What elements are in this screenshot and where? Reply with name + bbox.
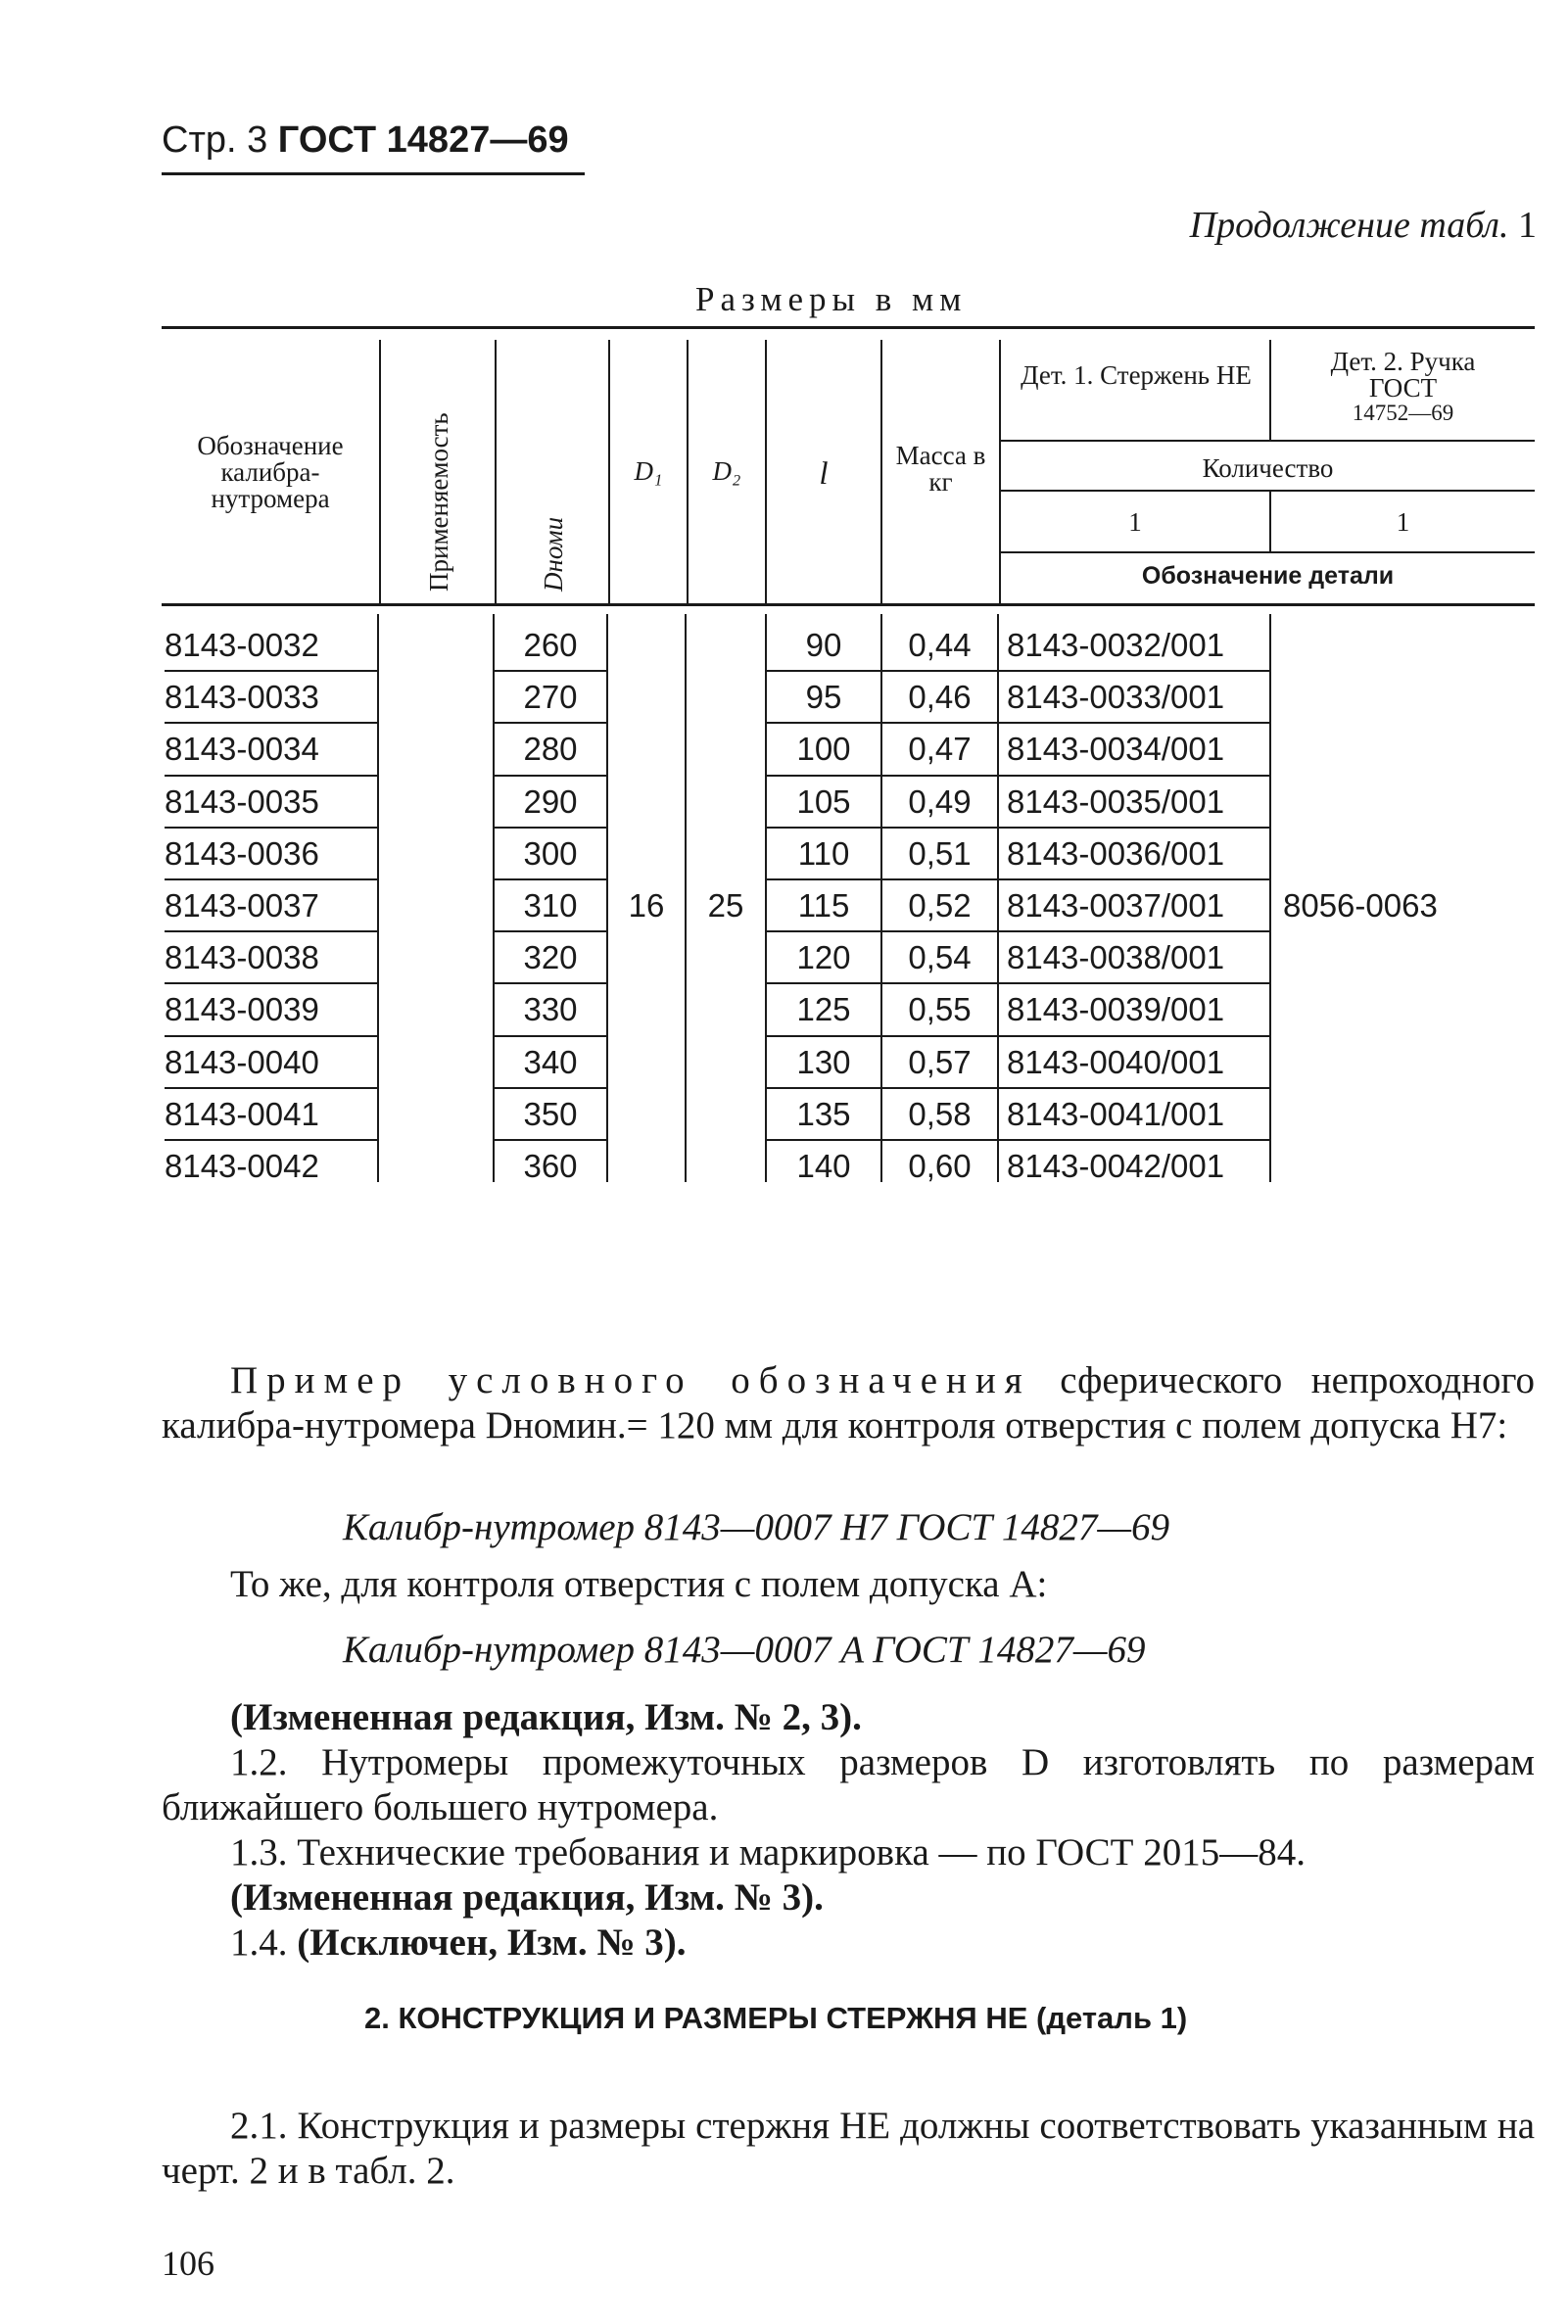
hdr-designation: Обозначение калибра-нутромера <box>197 431 344 513</box>
merged-d2: 25 <box>707 887 744 924</box>
row-separator <box>165 1035 377 1037</box>
cell-l: 125 <box>796 991 851 1028</box>
cell-designation: 8143-0034 <box>165 731 319 768</box>
table-top-rule <box>162 326 1535 329</box>
hdr-det1: Дет. 1. Стержень НЕ <box>1021 360 1252 390</box>
cell-d-nom: 360 <box>523 1148 578 1184</box>
page-prefix: Стр. 3 <box>162 119 268 161</box>
row-separator <box>165 982 377 984</box>
cell-d-nom: 320 <box>523 939 578 976</box>
row-separator <box>882 722 997 724</box>
hdr-d2: D₂ <box>712 456 741 486</box>
cell-det1: 8143-0032/001 <box>1007 627 1225 663</box>
row-separator <box>767 827 880 829</box>
row-separator <box>999 722 1269 724</box>
row-separator <box>999 878 1269 880</box>
row-separator <box>767 878 880 880</box>
hdr-part-designation: Обозначение детали <box>1141 562 1395 590</box>
cell-l: 140 <box>796 1148 851 1184</box>
row-separator <box>882 930 997 932</box>
hdr-det2-c: 14752—69 <box>1352 401 1454 425</box>
cell-mass: 0,44 <box>908 627 972 663</box>
hdr-det2-a: Дет. 2. Ручка <box>1330 347 1476 376</box>
cell-det1: 8143-0042/001 <box>1007 1148 1225 1184</box>
cell-mass: 0,57 <box>908 1043 972 1080</box>
cell-l: 115 <box>797 887 850 924</box>
hdr-det2-b: ГОСТ <box>1368 373 1438 403</box>
bv-7 <box>997 614 999 1182</box>
cell-designation: 8143-0037 <box>165 887 319 924</box>
cell-designation: 8143-0035 <box>165 783 319 820</box>
cell-d-nom: 330 <box>523 991 578 1028</box>
cell-l: 130 <box>796 1043 851 1080</box>
row-separator <box>999 1035 1269 1037</box>
cell-det1: 8143-0040/001 <box>1007 1043 1225 1080</box>
row-separator <box>165 722 377 724</box>
hv-8a <box>1269 340 1271 441</box>
p14-number: 1.4. <box>230 1921 288 1964</box>
cell-mass: 0,47 <box>908 731 972 768</box>
cell-d-nom: 290 <box>523 783 578 820</box>
row-separator <box>767 670 880 672</box>
cell-mass: 0,51 <box>908 834 972 872</box>
row-separator <box>999 827 1269 829</box>
example-lead: Пример условного обозначения <box>230 1359 1031 1401</box>
p14-text: (Исключен, Изм. № 3). <box>297 1921 687 1964</box>
row-separator <box>767 1087 880 1089</box>
merged-det2: 8056-0063 <box>1283 887 1438 924</box>
cell-mass: 0,52 <box>908 887 972 924</box>
cell-mass: 0,54 <box>908 939 972 976</box>
cell-l: 105 <box>796 783 851 820</box>
row-separator <box>165 670 377 672</box>
cell-l: 95 <box>805 679 842 716</box>
header-line-det <box>999 440 1535 442</box>
row-separator <box>999 670 1269 672</box>
header-line-num <box>999 551 1535 553</box>
example-designation-2: Калибр-нутромер 8143—0007 A ГОСТ 14827—69 <box>343 1629 1146 1671</box>
units-label: Размеры в мм <box>695 280 968 318</box>
row-separator <box>165 930 377 932</box>
cell-designation: 8143-0039 <box>165 991 319 1028</box>
header-line-qty <box>999 490 1535 492</box>
paragraph-2-1: 2.1. Конструкция и размеры стержня НЕ должны соответствовать указанным на черт. 2 и в табл. 2. <box>162 2105 1535 2192</box>
cell-mass: 0,49 <box>908 783 972 820</box>
hdr-qty1: 1 <box>1128 507 1142 537</box>
bv-1 <box>377 614 379 1182</box>
row-separator <box>882 1139 997 1141</box>
page-number: 106 <box>162 2244 214 2283</box>
row-separator <box>999 1087 1269 1089</box>
cell-d-nom: 310 <box>523 887 578 924</box>
row-separator <box>495 878 606 880</box>
row-separator <box>999 930 1269 932</box>
cell-d-nom: 260 <box>523 627 578 663</box>
paragraph-1-3: 1.3. Технические требования и маркировка — по ГОСТ 2015—84. <box>230 1831 1306 1873</box>
row-separator <box>882 670 997 672</box>
same-text: То же, для контроля отверстия с полем допуска A: <box>230 1563 1048 1605</box>
cell-mass: 0,58 <box>908 1095 972 1132</box>
cell-designation: 8143-0032 <box>165 627 319 663</box>
paragraph-1-4 <box>162 1921 1535 1966</box>
row-separator <box>767 1139 880 1141</box>
example-paragraph <box>162 1358 1535 1448</box>
hdr-qty2: 1 <box>1396 507 1410 537</box>
example-rest: сферического непроходного калибра-нутромера Dномин.= 120 мм для контроля отверстия с полем допуска H7: <box>162 1359 1535 1447</box>
row-separator <box>495 982 606 984</box>
row-separator <box>495 1035 606 1037</box>
cell-det1: 8143-0037/001 <box>1007 887 1225 924</box>
revision-note-2: (Измененная редакция, Изм. № 3). <box>230 1876 824 1919</box>
cell-mass: 0,60 <box>908 1148 972 1184</box>
row-separator <box>767 930 880 932</box>
paragraph-1-2: 1.2. Нутромеры промежуточных размеров D изготовлять по размерам ближайшего большего нутромера. <box>162 1741 1535 1828</box>
hdr-mass: Масса в кг <box>895 441 986 497</box>
row-separator <box>999 775 1269 777</box>
row-separator <box>882 982 997 984</box>
cell-l: 110 <box>797 834 850 872</box>
row-separator <box>767 722 880 724</box>
row-separator <box>165 775 377 777</box>
row-separator <box>999 1139 1269 1141</box>
row-separator <box>767 982 880 984</box>
cell-d-nom: 300 <box>523 834 578 872</box>
cell-d-nom: 350 <box>523 1095 578 1132</box>
cell-designation: 8143-0038 <box>165 939 319 976</box>
row-separator <box>165 1139 377 1141</box>
hv-2 <box>495 340 497 603</box>
row-separator <box>999 982 1269 984</box>
row-separator <box>495 1139 606 1141</box>
continuation-label: Продолжение табл. <box>1189 205 1509 246</box>
cell-det1: 8143-0041/001 <box>1007 1095 1225 1132</box>
cell-det1: 8143-0033/001 <box>1007 679 1225 716</box>
gost-number: ГОСТ 14827—69 <box>277 119 569 161</box>
cell-det1: 8143-0038/001 <box>1007 939 1225 976</box>
cell-designation: 8143-0040 <box>165 1043 319 1080</box>
hdr-quantity: Количество <box>1202 453 1334 483</box>
cell-det1: 8143-0036/001 <box>1007 834 1225 872</box>
continuation-number: 1 <box>1518 205 1537 246</box>
merged-d1: 16 <box>628 887 665 924</box>
cell-designation: 8143-0042 <box>165 1148 319 1184</box>
cell-d-nom: 280 <box>523 731 578 768</box>
cell-det1: 8143-0039/001 <box>1007 991 1225 1028</box>
section-2-title: 2. КОНСТРУКЦИЯ И РАЗМЕРЫ СТЕРЖНЯ НЕ (деталь 1) <box>364 2001 1188 2035</box>
row-separator <box>882 1035 997 1037</box>
row-separator <box>882 1087 997 1089</box>
hdr-det2 <box>1273 349 1533 424</box>
cell-l: 90 <box>805 627 842 663</box>
row-separator <box>882 775 997 777</box>
row-separator <box>495 722 606 724</box>
cell-d-nom: 270 <box>523 679 578 716</box>
row-separator <box>767 1035 880 1037</box>
hv-6 <box>880 340 882 603</box>
table-header-rule <box>162 603 1535 606</box>
row-separator <box>165 1087 377 1089</box>
cell-l: 120 <box>796 939 851 976</box>
row-separator <box>495 1087 606 1089</box>
row-separator <box>495 827 606 829</box>
cell-designation: 8143-0036 <box>165 834 319 872</box>
row-separator <box>495 670 606 672</box>
cell-det1: 8143-0034/001 <box>1007 731 1225 768</box>
hdr-applicability: Применяемость <box>424 412 453 592</box>
cell-designation: 8143-0041 <box>165 1095 319 1132</box>
example-designation-1: Калибр-нутромер 8143—0007 H7 ГОСТ 14827—69 <box>343 1506 1170 1548</box>
cell-l: 100 <box>796 731 851 768</box>
hv-1 <box>379 340 381 603</box>
cell-mass: 0,46 <box>908 679 972 716</box>
cell-designation: 8143-0033 <box>165 679 319 716</box>
cell-det1: 8143-0035/001 <box>1007 783 1225 820</box>
row-separator <box>882 827 997 829</box>
row-separator <box>495 775 606 777</box>
revision-note-1: (Измененная редакция, Изм. № 2, 3). <box>230 1696 862 1738</box>
hdr-d-nom: Dноми <box>539 516 568 592</box>
hdr-d1: D₁ <box>634 456 663 486</box>
row-separator <box>767 775 880 777</box>
row-separator <box>882 878 997 880</box>
row-separator <box>165 827 377 829</box>
row-separator <box>495 930 606 932</box>
cell-l: 135 <box>796 1095 851 1132</box>
cell-mass: 0,55 <box>908 991 972 1028</box>
hdr-l: l <box>819 456 829 492</box>
row-separator <box>165 878 377 880</box>
cell-d-nom: 340 <box>523 1043 578 1080</box>
